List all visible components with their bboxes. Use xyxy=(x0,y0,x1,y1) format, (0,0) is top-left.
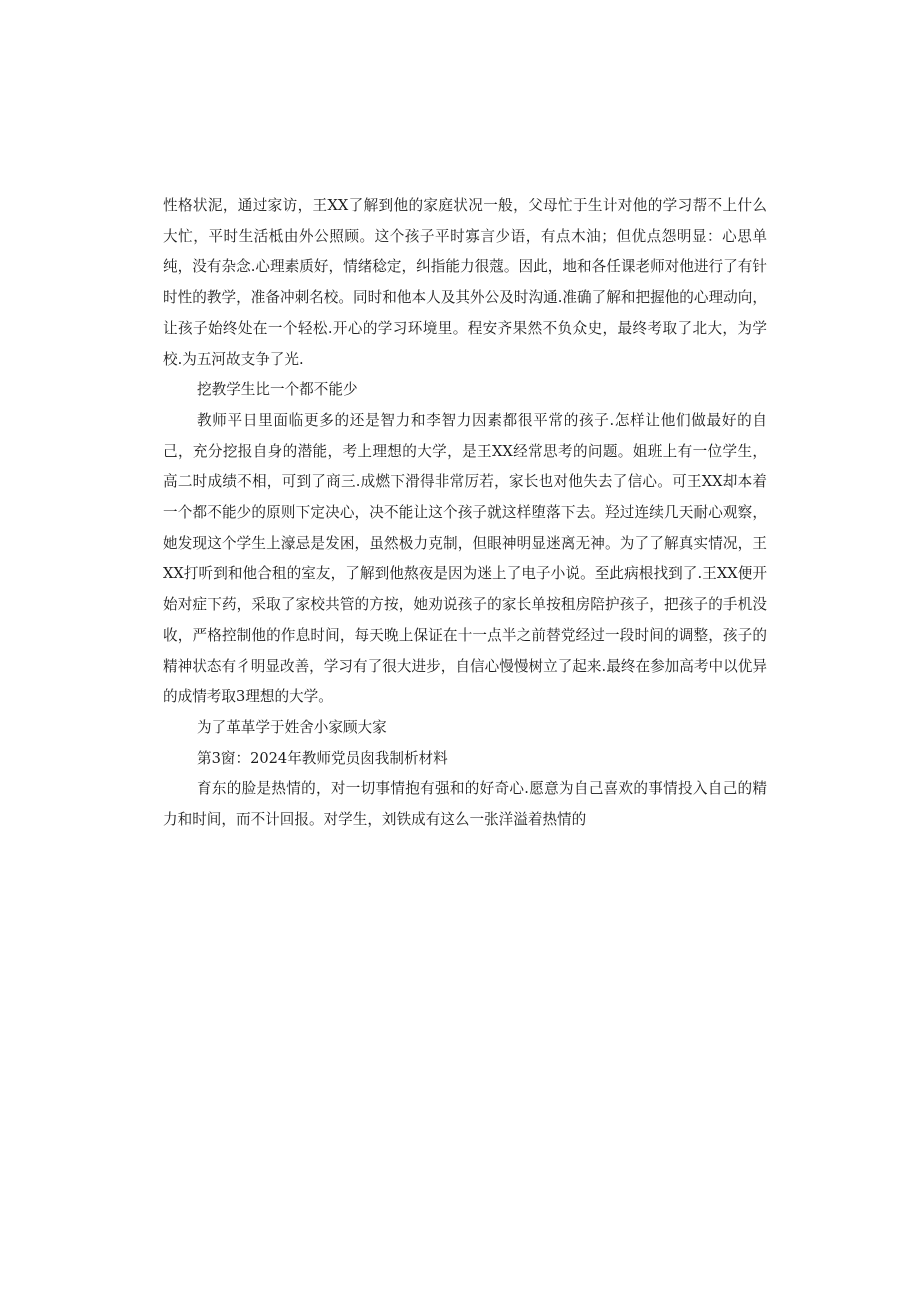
paragraph-struggling-student: 教师平日里面临更多的还是智力和李智力因素都很平常的孩子.怎样让他们做最好的自己，充分挖报自身的潜能，考上理想的大学，是王XX经常思考的问题。姐班上有一位学生，高二时成绩不相，可到了商三.成燃下滑得非常厉若，家长也对他失去了信心。可王XX却本着一个都不能少的原则下定决心，决不能让这个孩子就这样堕落下去。羟过连续几天耐心观察，她发现这个学生上濠忌是发困，虽然极力克制，但眼神明显迷离无神。为了了解真实情况，王XX打听到和他合租的室友，了解到他熬夜是因为迷上了电子小说。至此病根找到了.王XX便开始对症下药，采取了家校共管的方按，她劝说孩子的家长单按租房陪护孩子，把孩子的手机没收，严格控制他的作息时间，每天晚上保证在十一点半之前替党经过一段时间的调整，孩子的精神状态有彳明显改善，学习有了很大进步，自信心慢慢树立了起来.最终在参加高考中以优异的成情考取3理想的大学。 xyxy=(163,411,767,706)
paragraph-family-situation: 性格状泥，通过家访，王XX了解到他的家庭状况一般，父母忙于生计对他的学习帮不上什么大忙，平时生活柢由外公照顾。这个孩子平时寡言少语，有点木油；但优点怨明显：心思单纯，没有杂念.心理素质好，情绪稔定，纠指能力很蔻。因此，地和各任课老师对他进行了有针时性的教学，准备冲刺名校。同时和他本人及其外公及时沟通.准确了解和把握他的心理动向，让孩子始终处在一个轻松.开心的学习环境里。程安齐果然不负众史，最终考取了北大，为学校.为五河故支争了光. xyxy=(163,197,767,368)
section-heading-self-analysis: 第3窗：2024年教师党员囱我制析材料 xyxy=(197,749,448,767)
section-heading-sacrifice: 为了革革学于姓舍小家顾大家 xyxy=(197,718,387,736)
section-heading-no-student-left-behind: 挖教学生比一个都不能少 xyxy=(197,381,358,399)
document-page xyxy=(163,191,767,836)
paragraph-enthusiasm: 育东的脸是热情的，对一切事情抱有强和的好奇心.愿意为自己喜欢的事情投入自己的精力和时间，而不计回报。对学生，刘铁成有这么一张洋溢着热情的 xyxy=(163,780,767,829)
